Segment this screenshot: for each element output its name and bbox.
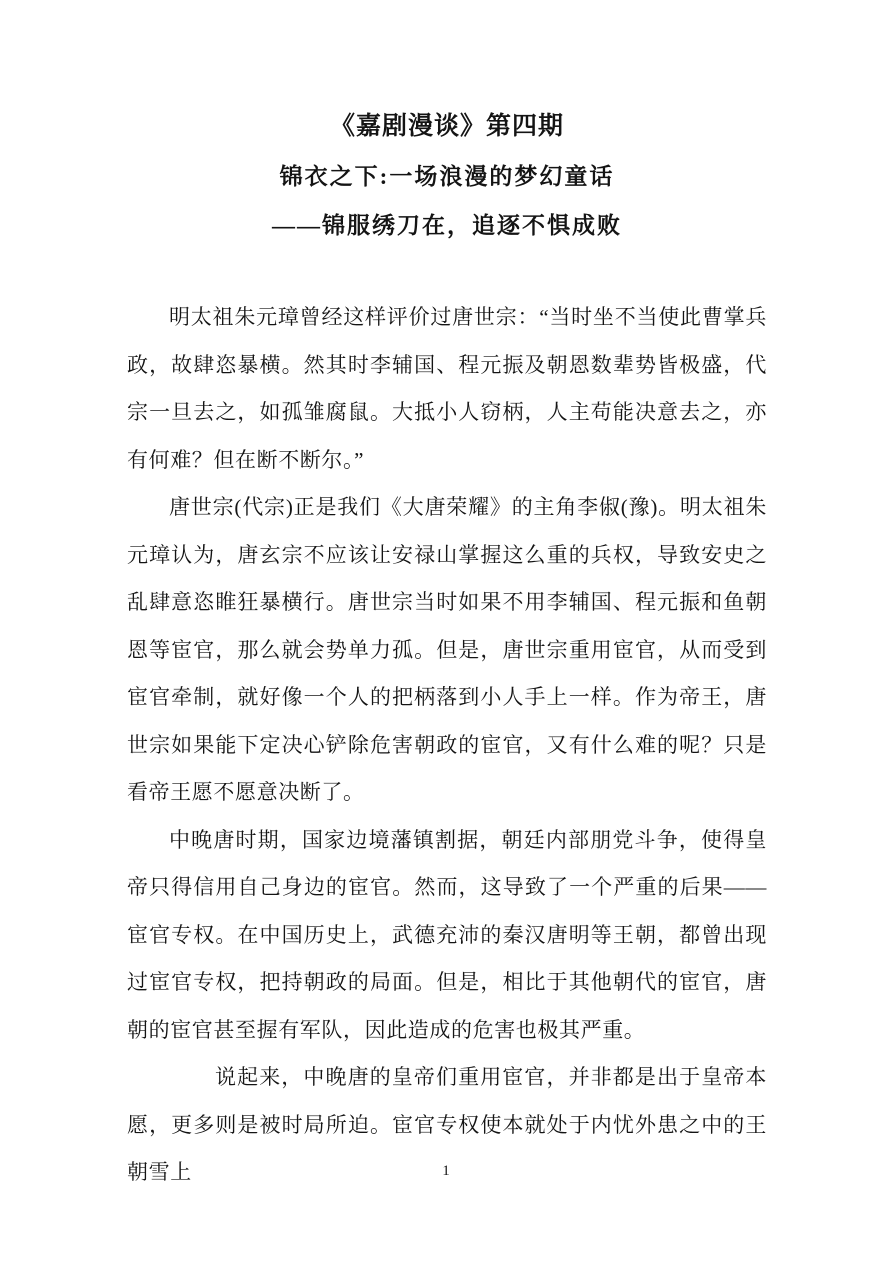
body-paragraph-2: 唐世宗(代宗)正是我们《大唐荣耀》的主角李俶(豫)。明太祖朱元璋认为，唐玄宗不应该让安禄山掌握这么重的兵权，导致安史之乱肆意恣睢狂暴横行。唐世宗当时如果不用李辅国、程元振和鱼朝恩等宦官，那么就会势单力孤。但是，唐世宗重用宦官，从而受到宦官牵制，就好像一个人的把柄落到小人手上一样。作为帝王，唐世宗如果能下定决心铲除危害朝政的宦官，又有什么难的呢？只是看帝王愿不愿意决断了。 (127, 495, 767, 804)
body-text (127, 294, 767, 1197)
body-paragraph-4: 说起来，中晚唐的皇帝们重用宦官，并非都是出于皇帝本愿，更多则是被时局所迫。宦官专权使本就处于内忧外患之中的王朝雪上 (127, 1065, 767, 1184)
document-title: 《嘉剧漫谈》第四期 (329, 113, 564, 140)
body-paragraph-3: 中晚唐时期，国家边境藩镇割据，朝廷内部朋党斗争，使得皇帝只得信用自己身边的宦官。然而，这导致了一个严重的后果——宦官专权。在中国历史上，武德充沛的秦汉唐明等王朝，都曾出现过宦官专权，把持朝政的局面。但是，相比于其他朝代的宦官，唐朝的宦官甚至握有军队，因此造成的危害也极其严重。 (127, 827, 767, 1042)
document-subtitle: 锦衣之下:一场浪漫的梦幻童话 (279, 164, 615, 189)
page-number: 1 (442, 1163, 450, 1179)
page-content (127, 102, 767, 1197)
body-paragraph-1: 明太祖朱元璋曾经这样评价过唐世宗：“当时坐不当使此曹掌兵政，故肆恣暴横。然其时李辅国、程元振及朝恩数辈势皆极盛，代宗一旦去之，如孤雏腐鼠。大抵小人窃柄，人主苟能决意去之，亦有何难？但在断不断尔。” (127, 305, 767, 472)
document-subtitle-tagline: ——锦服绣刀在，追逐不惧成败 (272, 213, 622, 238)
title-block (127, 102, 767, 250)
